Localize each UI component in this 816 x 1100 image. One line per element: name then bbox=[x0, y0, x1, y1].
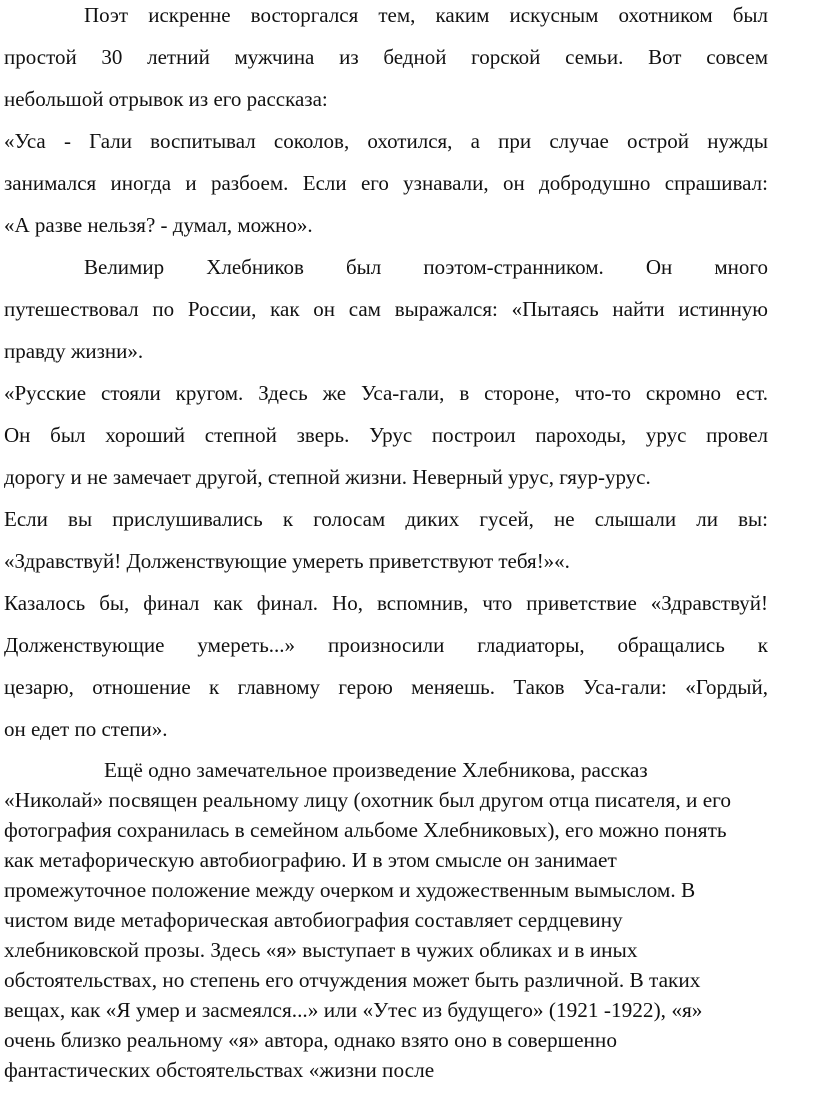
text-line: Он был хороший степной зверь. Урус построил пароходы, урус провел bbox=[4, 423, 768, 447]
text-line: занимался иногда и разбоем. Если его узнавали, он добродушно спрашивал: bbox=[4, 171, 768, 195]
text-line: «А разве нельзя? - думал, можно». bbox=[4, 213, 313, 237]
text-line: фантастических обстоятельствах «жизни после bbox=[4, 1058, 435, 1082]
text-line: Если вы прислушивались к голосам диких гусей, не слышали ли вы: bbox=[4, 507, 768, 531]
text-line: «Русские стояли кругом. Здесь же Уса-гали, в стороне, что-то скромно ест. bbox=[4, 381, 768, 405]
text-line: вещах, как «Я умер и засмеялся...» или «Утес из будущего» (1921 -1922), «я» bbox=[4, 998, 703, 1022]
text-line: Казалось бы, финал как финал. Но, вспомнив, что приветствие «Здравствуй! bbox=[4, 591, 768, 615]
text-line: простой 30 летний мужчина из бедной горской семьи. Вот совсем bbox=[4, 45, 768, 69]
text-line: фотография сохранилась в семейном альбоме Хлебниковых), его можно понять bbox=[4, 818, 727, 842]
text-line: правду жизни». bbox=[4, 339, 144, 363]
text-line: очень близко реальному «я» автора, однако взято оно в совершенно bbox=[4, 1028, 617, 1052]
text-line: «Уса - Гали воспитывал соколов, охотился, а при случае острой нужды bbox=[4, 129, 768, 153]
text-line: обстоятельствах, но степень его отчуждения может быть различной. В таких bbox=[4, 968, 701, 992]
text-line: Велимир Хлебников был поэтом-странником. Он много bbox=[84, 255, 768, 279]
text-line: чистом виде метафорическая автобиография составляет сердцевину bbox=[4, 908, 623, 932]
text-line: дорогу и не замечает другой, степной жизни. Неверный урус, гяур-урус. bbox=[4, 465, 651, 489]
text-line: Ещё одно замечательное произведение Хлебникова, рассказ bbox=[104, 758, 648, 782]
text-line: «Здравствуй! Долженствующие умереть приветствуют тебя!»«. bbox=[4, 549, 570, 573]
text-line: как метафорическую автобиографию. И в этом смысле он занимает bbox=[4, 848, 617, 872]
text-line: промежуточное положение между очерком и художественным вымыслом. В bbox=[4, 878, 696, 902]
text-line: Поэт искренне восторгался тем, каким искусным охотником был bbox=[84, 3, 768, 27]
text-line: путешествовал по России, как он сам выражался: «Пытаясь найти истинную bbox=[4, 297, 768, 321]
text-line: «Николай» посвящен реальному лицу (охотник был другом отца писателя, и его bbox=[4, 788, 732, 812]
text-line: цезарю, отношение к главному герою меняешь. Таков Уса-гали: «Гордый, bbox=[4, 675, 768, 699]
text-line: хлебниковской прозы. Здесь «я» выступает в чужих обликах и в иных bbox=[4, 938, 638, 962]
text-line: он едет по степи». bbox=[4, 717, 168, 741]
text-line: небольшой отрывок из его рассказа: bbox=[4, 87, 328, 111]
text-line: Долженствующие умереть...» произносили гладиаторы, обращались к bbox=[4, 633, 768, 657]
